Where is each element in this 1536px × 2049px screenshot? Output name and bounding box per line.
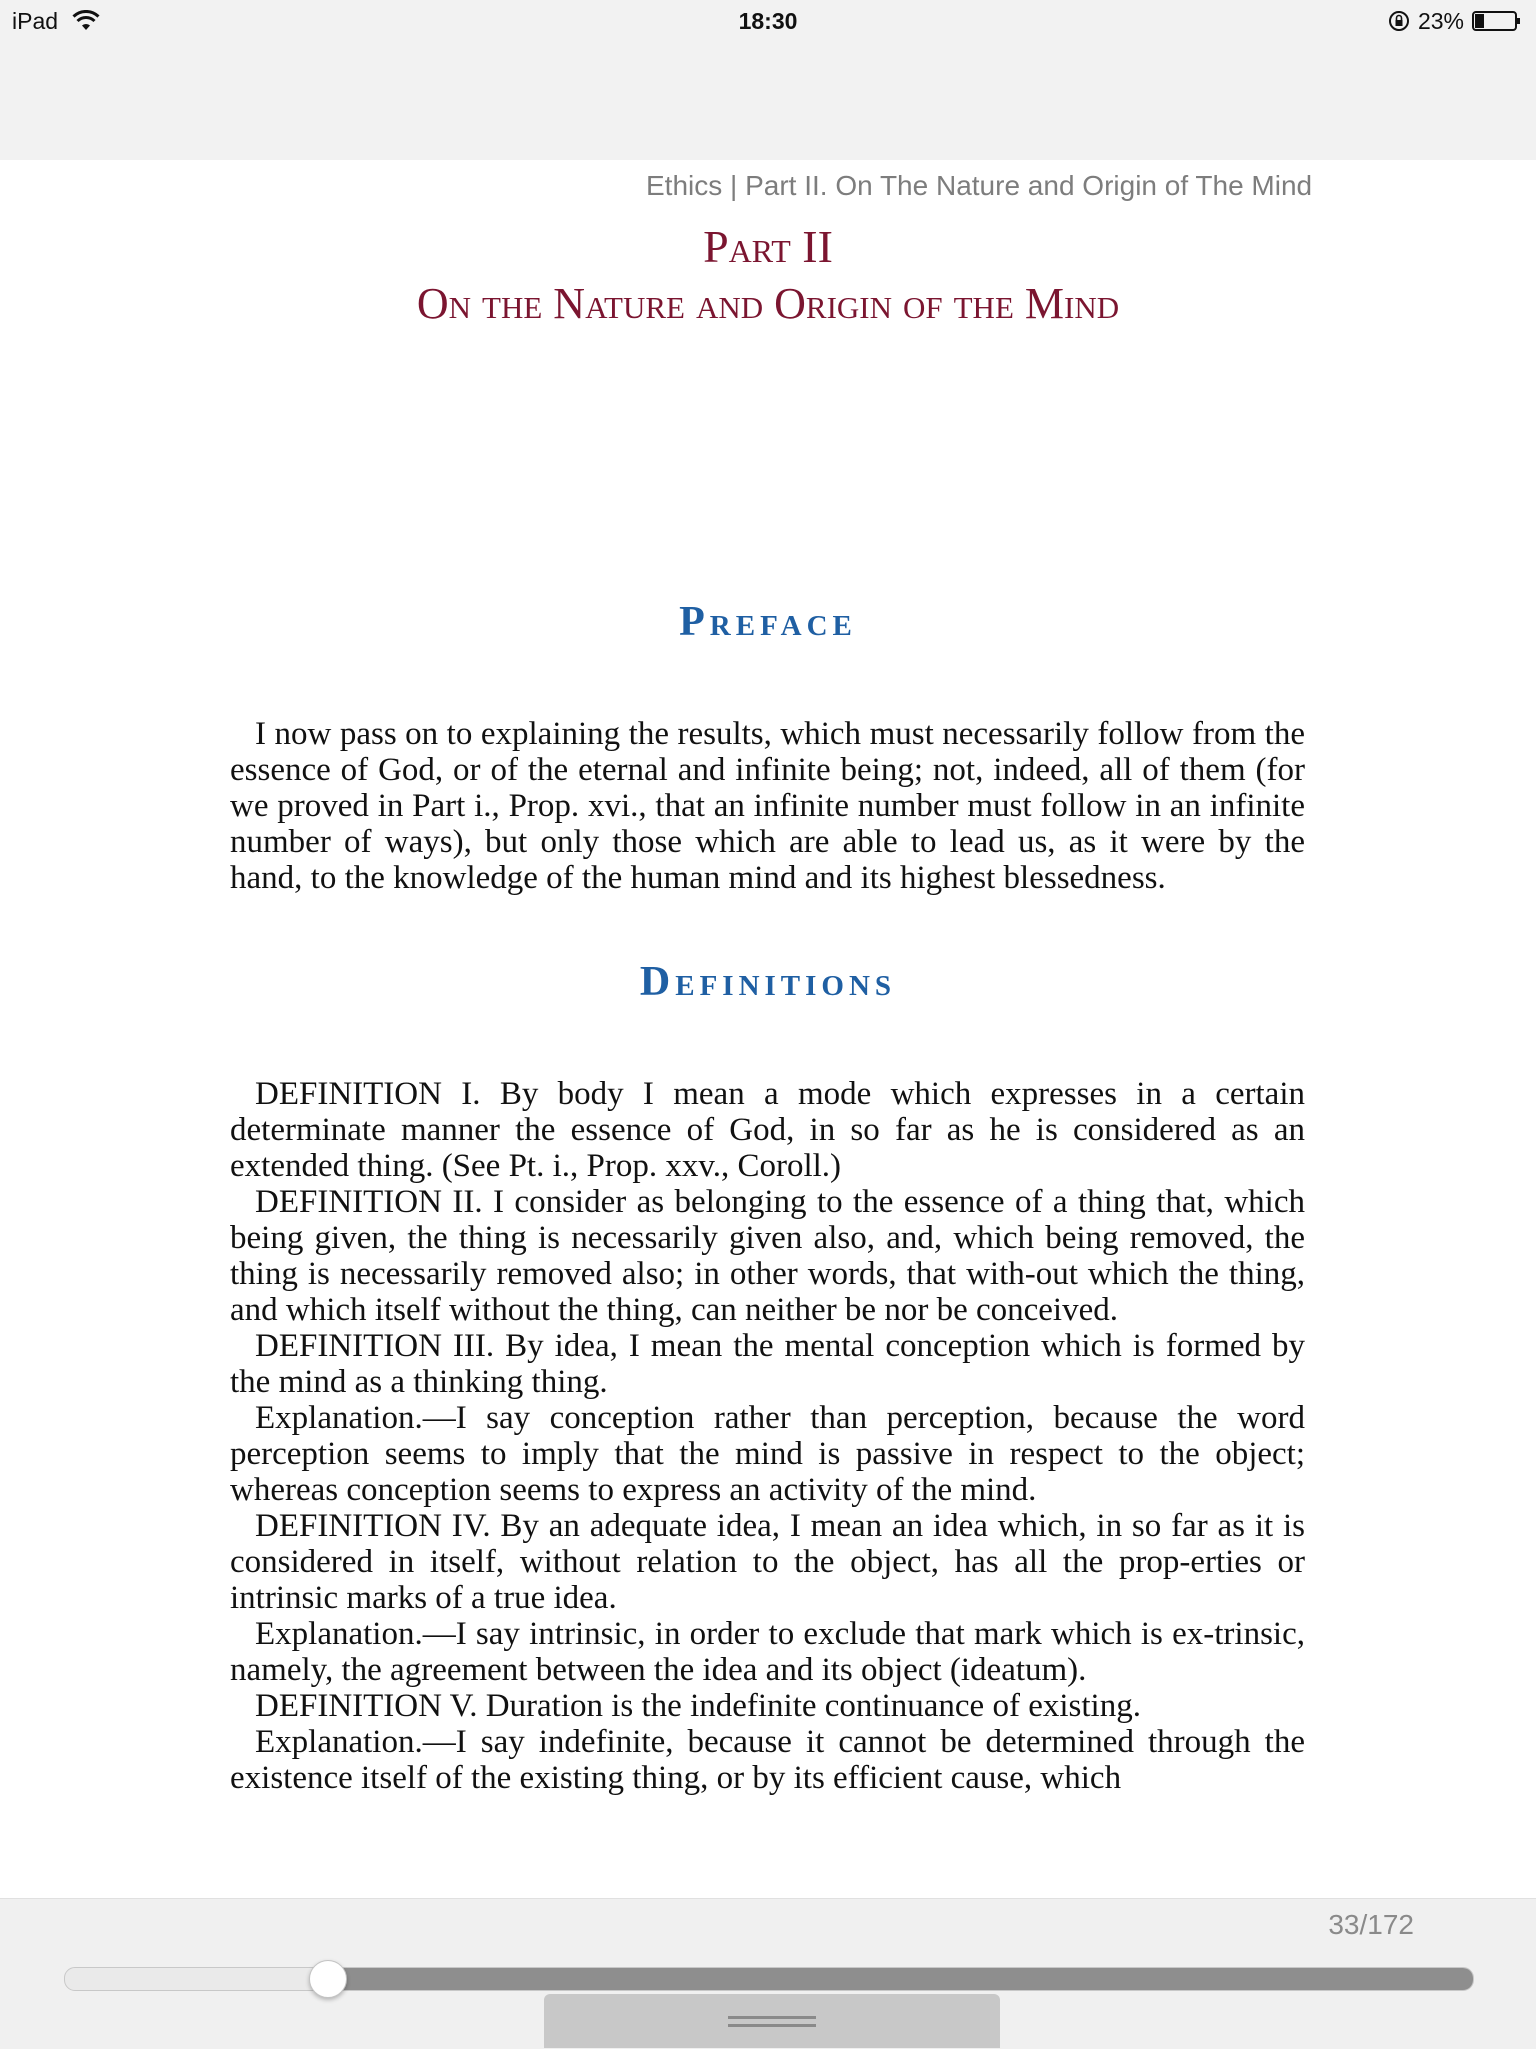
- drawer-grip-icon: [728, 2014, 816, 2030]
- page-scrubber-thumb[interactable]: [309, 1960, 347, 1998]
- definitions-heading: Definitions: [639, 959, 897, 1005]
- explanation-paragraph: Explanation.—I say indefinite, because it cannot be determined through the existence itself of the existing thing, or by its efficient cause, which: [230, 1724, 1305, 1796]
- explanation-paragraph: Explanation.—I say conception rather than perception, because the word perception seems to imply that the mind is passive in respect to the object; whereas conception seems to express an activity of the mind.: [230, 1400, 1305, 1508]
- part-subtitle: On the Nature and Origin of the Mind: [416, 279, 1120, 328]
- part-number-title: Part II: [703, 221, 833, 272]
- status-device-name: iPad: [12, 8, 59, 34]
- definition-paragraph: DEFINITION IV. By an adequate idea, I mean an idea which, in so far as it is considered in itself, without relation to the object, has all the prop-erties or intrinsic marks of a true idea.: [230, 1508, 1305, 1616]
- definition-paragraph: DEFINITION V. Duration is the indefinite continuance of existing.: [255, 1688, 1141, 1724]
- preface-heading: Preface: [679, 599, 857, 645]
- explanation-paragraph: Explanation.—I say intrinsic, in order to exclude that mark which is ex-trinsic, namely, the agreement between the idea and its object (ideatum).: [230, 1616, 1305, 1688]
- definition-paragraph: DEFINITION I. By body I mean a mode which expresses in a certain determinate manner the essence of God, in so far as he is considered as an extended thing. (See Pt. i., Prop. xxv., Coroll.): [230, 1076, 1305, 1184]
- page-scrubber-track[interactable]: [64, 1967, 1474, 1991]
- definitions-list: [230, 1076, 1305, 1796]
- running-header: Ethics | Part II. On The Nature and Origin of The Mind: [646, 170, 1313, 201]
- battery-icon: [1472, 10, 1522, 32]
- page-indicator: 33/172: [1328, 1909, 1414, 1940]
- definition-paragraph: DEFINITION II. I consider as belonging to the essence of a thing that, which being given, the thing is necessarily given also, and, which being removed, the thing is necessarily removed also; in other words, that with-out which the thing, and which itself without the thing, can neither be nor be conceived.: [230, 1184, 1305, 1328]
- orientation-lock-icon: [1388, 10, 1410, 32]
- battery-percent: 23%: [1417, 8, 1464, 34]
- definition-paragraph: DEFINITION III. By idea, I mean the mental conception which is formed by the mind as a thinking thing.: [230, 1328, 1305, 1400]
- preface-paragraph: I now pass on to explaining the results, which must necessarily follow from the essence of God, or of the eternal and infinite being; not, indeed, all of them (for we proved in Part i., Prop. xvi., that an infinite number must follow in an infinite number of ways), but only those which are able to lead us, as it were by the hand, to the knowledge of the human mind and its highest blessedness.: [230, 716, 1305, 896]
- drawer-handle[interactable]: [544, 1994, 1000, 2048]
- status-right-group: [1388, 6, 1522, 36]
- top-toolbar[interactable]: [0, 0, 1536, 160]
- page-scrubber-remaining: [329, 1968, 1474, 1990]
- status-time: 18:30: [738, 8, 798, 34]
